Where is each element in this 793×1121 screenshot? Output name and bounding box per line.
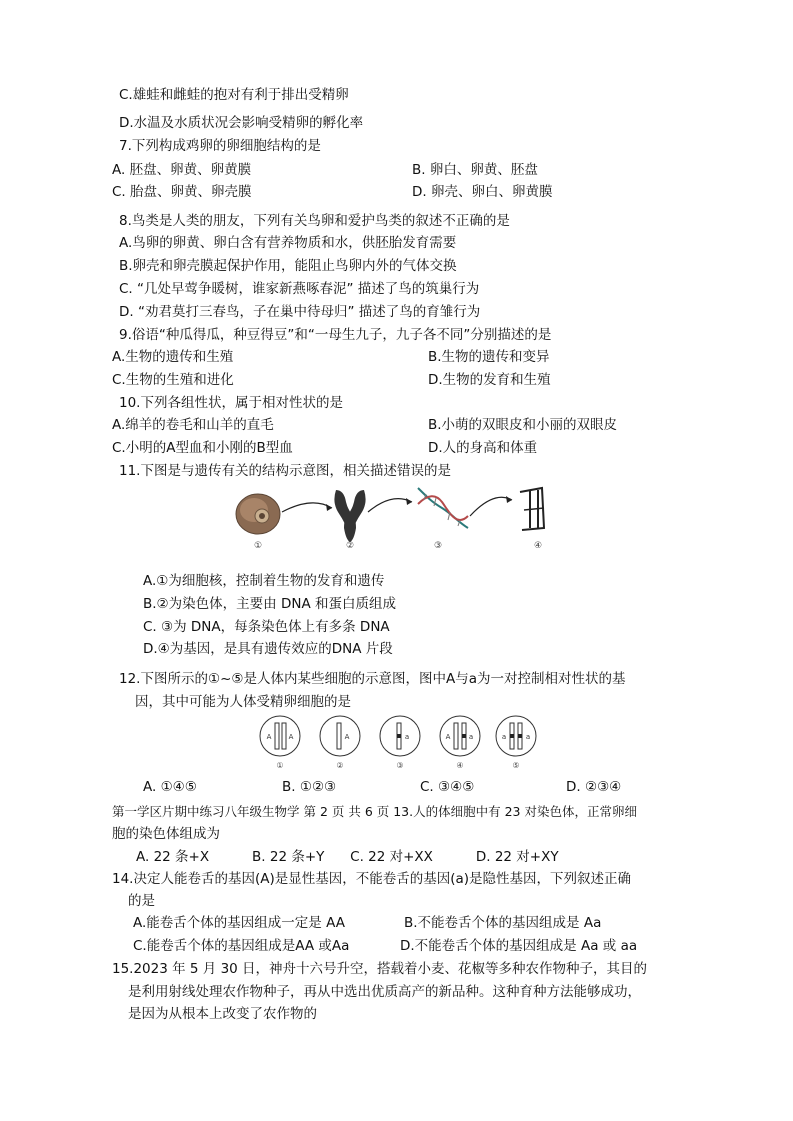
q9-stem: 9.俗语“种瓜得瓜，种豆得豆”和“一母生九子，九子各不同”分别描述的是 xyxy=(119,327,552,343)
cell-diagram-figure xyxy=(258,714,538,772)
footer-and-q13-stem-line1: 第一学区片期中练习八年级生物学 第 2 页 共 6 页 13.人的体细胞中有 23 对染色体，正常卵细 xyxy=(112,804,637,819)
cell-2 xyxy=(320,716,360,770)
q10-option-c: C.小明的A型血和小刚的B型血 xyxy=(112,440,293,456)
q10-option-b: B.小萌的双眼皮和小丽的双眼皮 xyxy=(428,417,618,433)
heredity-structure-figure xyxy=(232,482,592,552)
q6-option-c: C.雄蛙和雌蛙的抱对有利于排出受精卵 xyxy=(119,87,349,103)
q7-option-b: B. 卵白、卵黄、胚盘 xyxy=(412,162,538,178)
q11-stem: 11.下图是与遗传有关的结构示意图，相关描述错误的是 xyxy=(119,463,451,479)
cell-3 xyxy=(380,716,420,770)
q10-stem: 10.下列各组性状，属于相对性状的是 xyxy=(119,395,343,411)
q11-option-c: C. ③为 DNA，每条染色体上有多条 DNA xyxy=(143,619,390,635)
gene-4b: a xyxy=(468,733,474,741)
q11-option-a: A.①为细胞核，控制着生物的发育和遗传 xyxy=(143,573,385,589)
cell-5 xyxy=(496,716,536,770)
q15-stem-line3: 是因为从根本上改变了农作物的 xyxy=(128,1006,317,1022)
cell-label-3: ③ xyxy=(396,761,404,770)
cell-label-1: ① xyxy=(276,761,284,770)
gene-1b: A xyxy=(288,733,294,741)
q8-option-d: D. “劝君莫打三春鸟，子在巢中待母归” 描述了鸟的育雏行为 xyxy=(119,304,481,320)
gene-5b: a xyxy=(525,733,531,741)
q13-options: A. 22 条+X B. 22 条+Y C. 22 对+XX D. 22 对+XY xyxy=(136,849,559,865)
q9-option-d: D.生物的发育和生殖 xyxy=(428,372,551,388)
gene-3a: a xyxy=(404,733,410,741)
gene-segment-icon xyxy=(520,488,544,530)
q12-option-c: C. ③④⑤ xyxy=(420,779,475,795)
q8-stem: 8.鸟类是人类的朋友，下列有关鸟卵和爱护鸟类的叙述不正确的是 xyxy=(119,213,510,229)
q12-option-a: A. ①④⑤ xyxy=(143,779,197,795)
q8-option-a: A.鸟卵的卵黄、卵白含有营养物质和水，供胚胎发育需要 xyxy=(119,235,457,251)
q8-option-b: B.卵壳和卵壳膜起保护作用，能阻止鸟卵内外的气体交换 xyxy=(119,258,457,274)
q14-stem-line1: 14.决定人能卷舌的基因(A)是显性基因，不能卷舌的基因(a)是隐性基因，下列叙述正确 xyxy=(112,871,632,887)
cell-nucleus-icon xyxy=(236,494,280,534)
cell-label-4: ④ xyxy=(456,761,464,770)
q12-stem-line2: 因，其中可能为人体受精卵细胞的是 xyxy=(135,694,351,710)
q7-option-d: D. 卵壳、卵白、卵黄膜 xyxy=(412,184,553,200)
q11-option-b: B.②为染色体，主要由 DNA 和蛋白质组成 xyxy=(143,596,396,612)
q6-option-d: D.水温及水质状况会影响受精卵的孵化率 xyxy=(119,115,364,131)
figure-label-1: ① xyxy=(253,541,263,551)
q7-stem: 7.下列构成鸡卵的卵细胞结构的是 xyxy=(119,138,321,154)
figure-label-3: ③ xyxy=(433,541,443,551)
q11-option-d: D.④为基因，是具有遗传效应的DNA 片段 xyxy=(143,641,393,657)
q10-option-a: A.绵羊的卷毛和山羊的直毛 xyxy=(112,417,274,433)
chromosome-icon xyxy=(334,490,365,542)
cell-label-5: ⑤ xyxy=(512,761,520,770)
q14-stem-line2: 的是 xyxy=(128,893,155,909)
gene-5a: a xyxy=(501,733,507,741)
q14-option-c: C.能卷舌个体的基因组成是AA 或Aa xyxy=(133,938,350,954)
dna-helix-icon xyxy=(418,488,468,528)
q9-option-a: A.生物的遗传和生殖 xyxy=(112,349,234,365)
q14-option-a: A.能卷舌个体的基因组成一定是 AA xyxy=(133,915,345,931)
cell-label-2: ② xyxy=(336,761,344,770)
q9-option-c: C.生物的生殖和进化 xyxy=(112,372,234,388)
gene-4a: A xyxy=(445,733,451,741)
q14-option-d: D.不能卷舌个体的基因组成是 Aa 或 aa xyxy=(400,938,638,954)
gene-1a: A xyxy=(266,733,272,741)
q7-option-a: A. 胚盘、卵黄、卵黄膜 xyxy=(112,162,252,178)
q15-stem-line1: 15.2023 年 5 月 30 日，神舟十六号升空，搭载着小麦、花椒等多种农作物种子，其目的 xyxy=(112,961,648,977)
q8-option-c: C. “几处早莺争暖树，谁家新燕啄春泥” 描述了鸟的筑巢行为 xyxy=(119,281,480,297)
figure-label-4: ④ xyxy=(533,541,543,551)
q12-option-b: B. ①②③ xyxy=(282,779,337,795)
gene-2a: A xyxy=(344,733,350,741)
q12-stem-line1: 12.下图所示的①~⑤是人体内某些细胞的示意图，图中A与a为一对控制相对性状的基 xyxy=(119,671,626,687)
q15-stem-line2: 是利用射线处理农作物种子，再从中选出优质高产的新品种。这种育种方法能够成功， xyxy=(128,984,641,1000)
q10-option-d: D.人的身高和体重 xyxy=(428,440,538,456)
cell-4 xyxy=(440,716,480,770)
q9-option-b: B.生物的遗传和变异 xyxy=(428,349,550,365)
q13-stem-line2: 胞的染色体组成为 xyxy=(112,826,220,842)
cell-1 xyxy=(260,716,300,770)
figure-label-2: ② xyxy=(345,541,355,551)
q12-option-d: D. ②③④ xyxy=(566,779,622,795)
q7-option-c: C. 胎盘、卵黄、卵壳膜 xyxy=(112,184,252,200)
q14-option-b: B.不能卷舌个体的基因组成是 Aa xyxy=(404,915,602,931)
